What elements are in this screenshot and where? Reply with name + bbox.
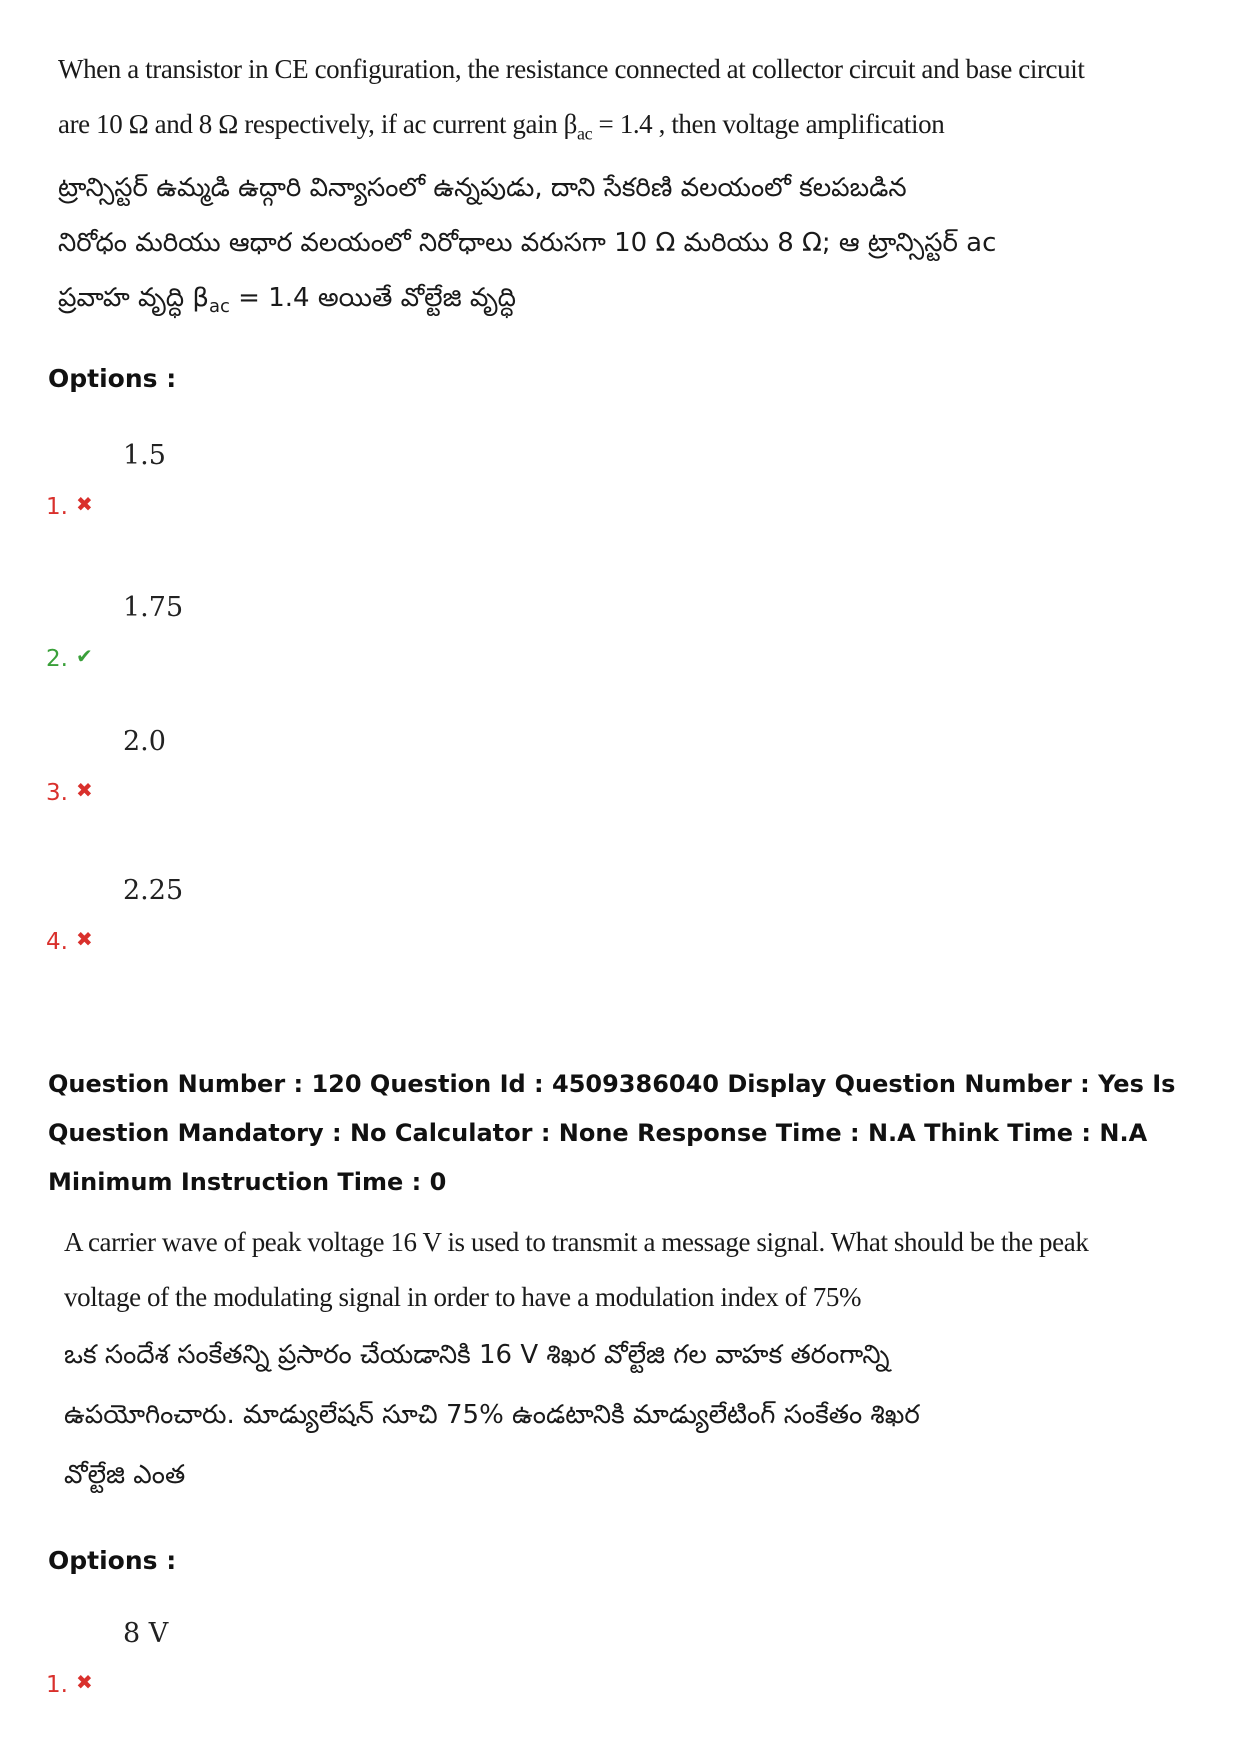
question-119-text	[58, 42, 1084, 335]
option-1[interactable]	[46, 1618, 446, 1698]
question-120-telugu-line-3: వోల్టేజి ఎంత	[64, 1460, 186, 1490]
options-heading: Options :	[48, 1546, 177, 1575]
question-120-telugu-line-1: ఒక సందేశ సంకేతన్ని ప్రసారం చేయడానికి 16 V శిఖర వోల్టేజి గల వాహక తరంగాన్ని	[64, 1340, 890, 1370]
option-value: 1.5	[123, 440, 166, 471]
option-number: 4.	[46, 929, 68, 955]
option-number: 1.	[46, 494, 68, 520]
text-segment: are 10 Ω and 8 Ω respectively, if ac current gain β	[58, 109, 577, 139]
question-120-telugu-line-2: ఉపయోగించారు. మాడ్యులేషన్ సూచి 75% ఉండటానికి మాడ్యులేటింగ్ సంకేతం శిఖర	[64, 1400, 920, 1430]
option-4[interactable]	[46, 875, 446, 955]
subscript: ac	[208, 296, 230, 318]
question-119-telugu-line-1: ట్రాన్సిస్టర్ ఉమ్మడి ఉద్గారి విన్యాసంలో ఉన్నపుడు, దాని సేకరిణి వలయంలో కలపబడిన	[58, 173, 907, 204]
options-heading: Options :	[48, 364, 177, 393]
checkmark-icon: ✔	[76, 644, 93, 668]
question-119-telugu-line-2: నిరోధం మరియు ఆధార వలయంలో నిరోధాలు వరుసగా 10 Ω మరియు 8 Ω; ఆ ట్రాన్సిస్టర్ ac	[58, 228, 997, 259]
option-2[interactable]	[46, 592, 446, 672]
question-119-telugu-line-3	[58, 271, 1084, 334]
option-value: 1.75	[123, 592, 184, 623]
text-segment: = 1.4 , then voltage amplification	[592, 109, 945, 139]
cross-icon: ✖	[76, 1670, 93, 1694]
option-value: 8 V	[123, 1618, 169, 1649]
question-120-english-line-1: A carrier wave of peak voltage 16 V is used to transmit a message signal. What should be the peak	[64, 1227, 1089, 1257]
subscript: ac	[577, 123, 593, 144]
cross-icon: ✖	[76, 927, 93, 951]
option-1[interactable]	[46, 440, 446, 520]
text-segment: = 1.4 అయితే వోల్టేజి వృద్ధి	[229, 283, 516, 314]
question-119-english-line-2	[58, 97, 1084, 161]
cross-icon: ✖	[76, 778, 93, 802]
option-value: 2.0	[123, 726, 166, 757]
option-3[interactable]	[46, 726, 446, 806]
option-number: 1.	[46, 1672, 68, 1698]
question-120-text	[64, 1215, 1088, 1505]
question-119-english-line-1: When a transistor in CE configuration, the resistance connected at collector circuit and base circuit	[58, 54, 1085, 84]
option-number: 3.	[46, 780, 68, 806]
question-120-english-line-2: voltage of the modulating signal in order to have a modulation index of 75%	[64, 1282, 862, 1312]
option-number: 2.	[46, 646, 68, 672]
question-120-metadata: Question Number : 120 Question Id : 4509386040 Display Question Number : Yes Is Question Mandatory : No Calculator : None Response Time : N.A Think Time : N.A Minimum Instruction Time : 0	[48, 1070, 1176, 1196]
cross-icon: ✖	[76, 492, 93, 516]
option-value: 2.25	[123, 875, 184, 906]
text-segment: ప్రవాహ వృద్ధి β	[58, 283, 209, 314]
